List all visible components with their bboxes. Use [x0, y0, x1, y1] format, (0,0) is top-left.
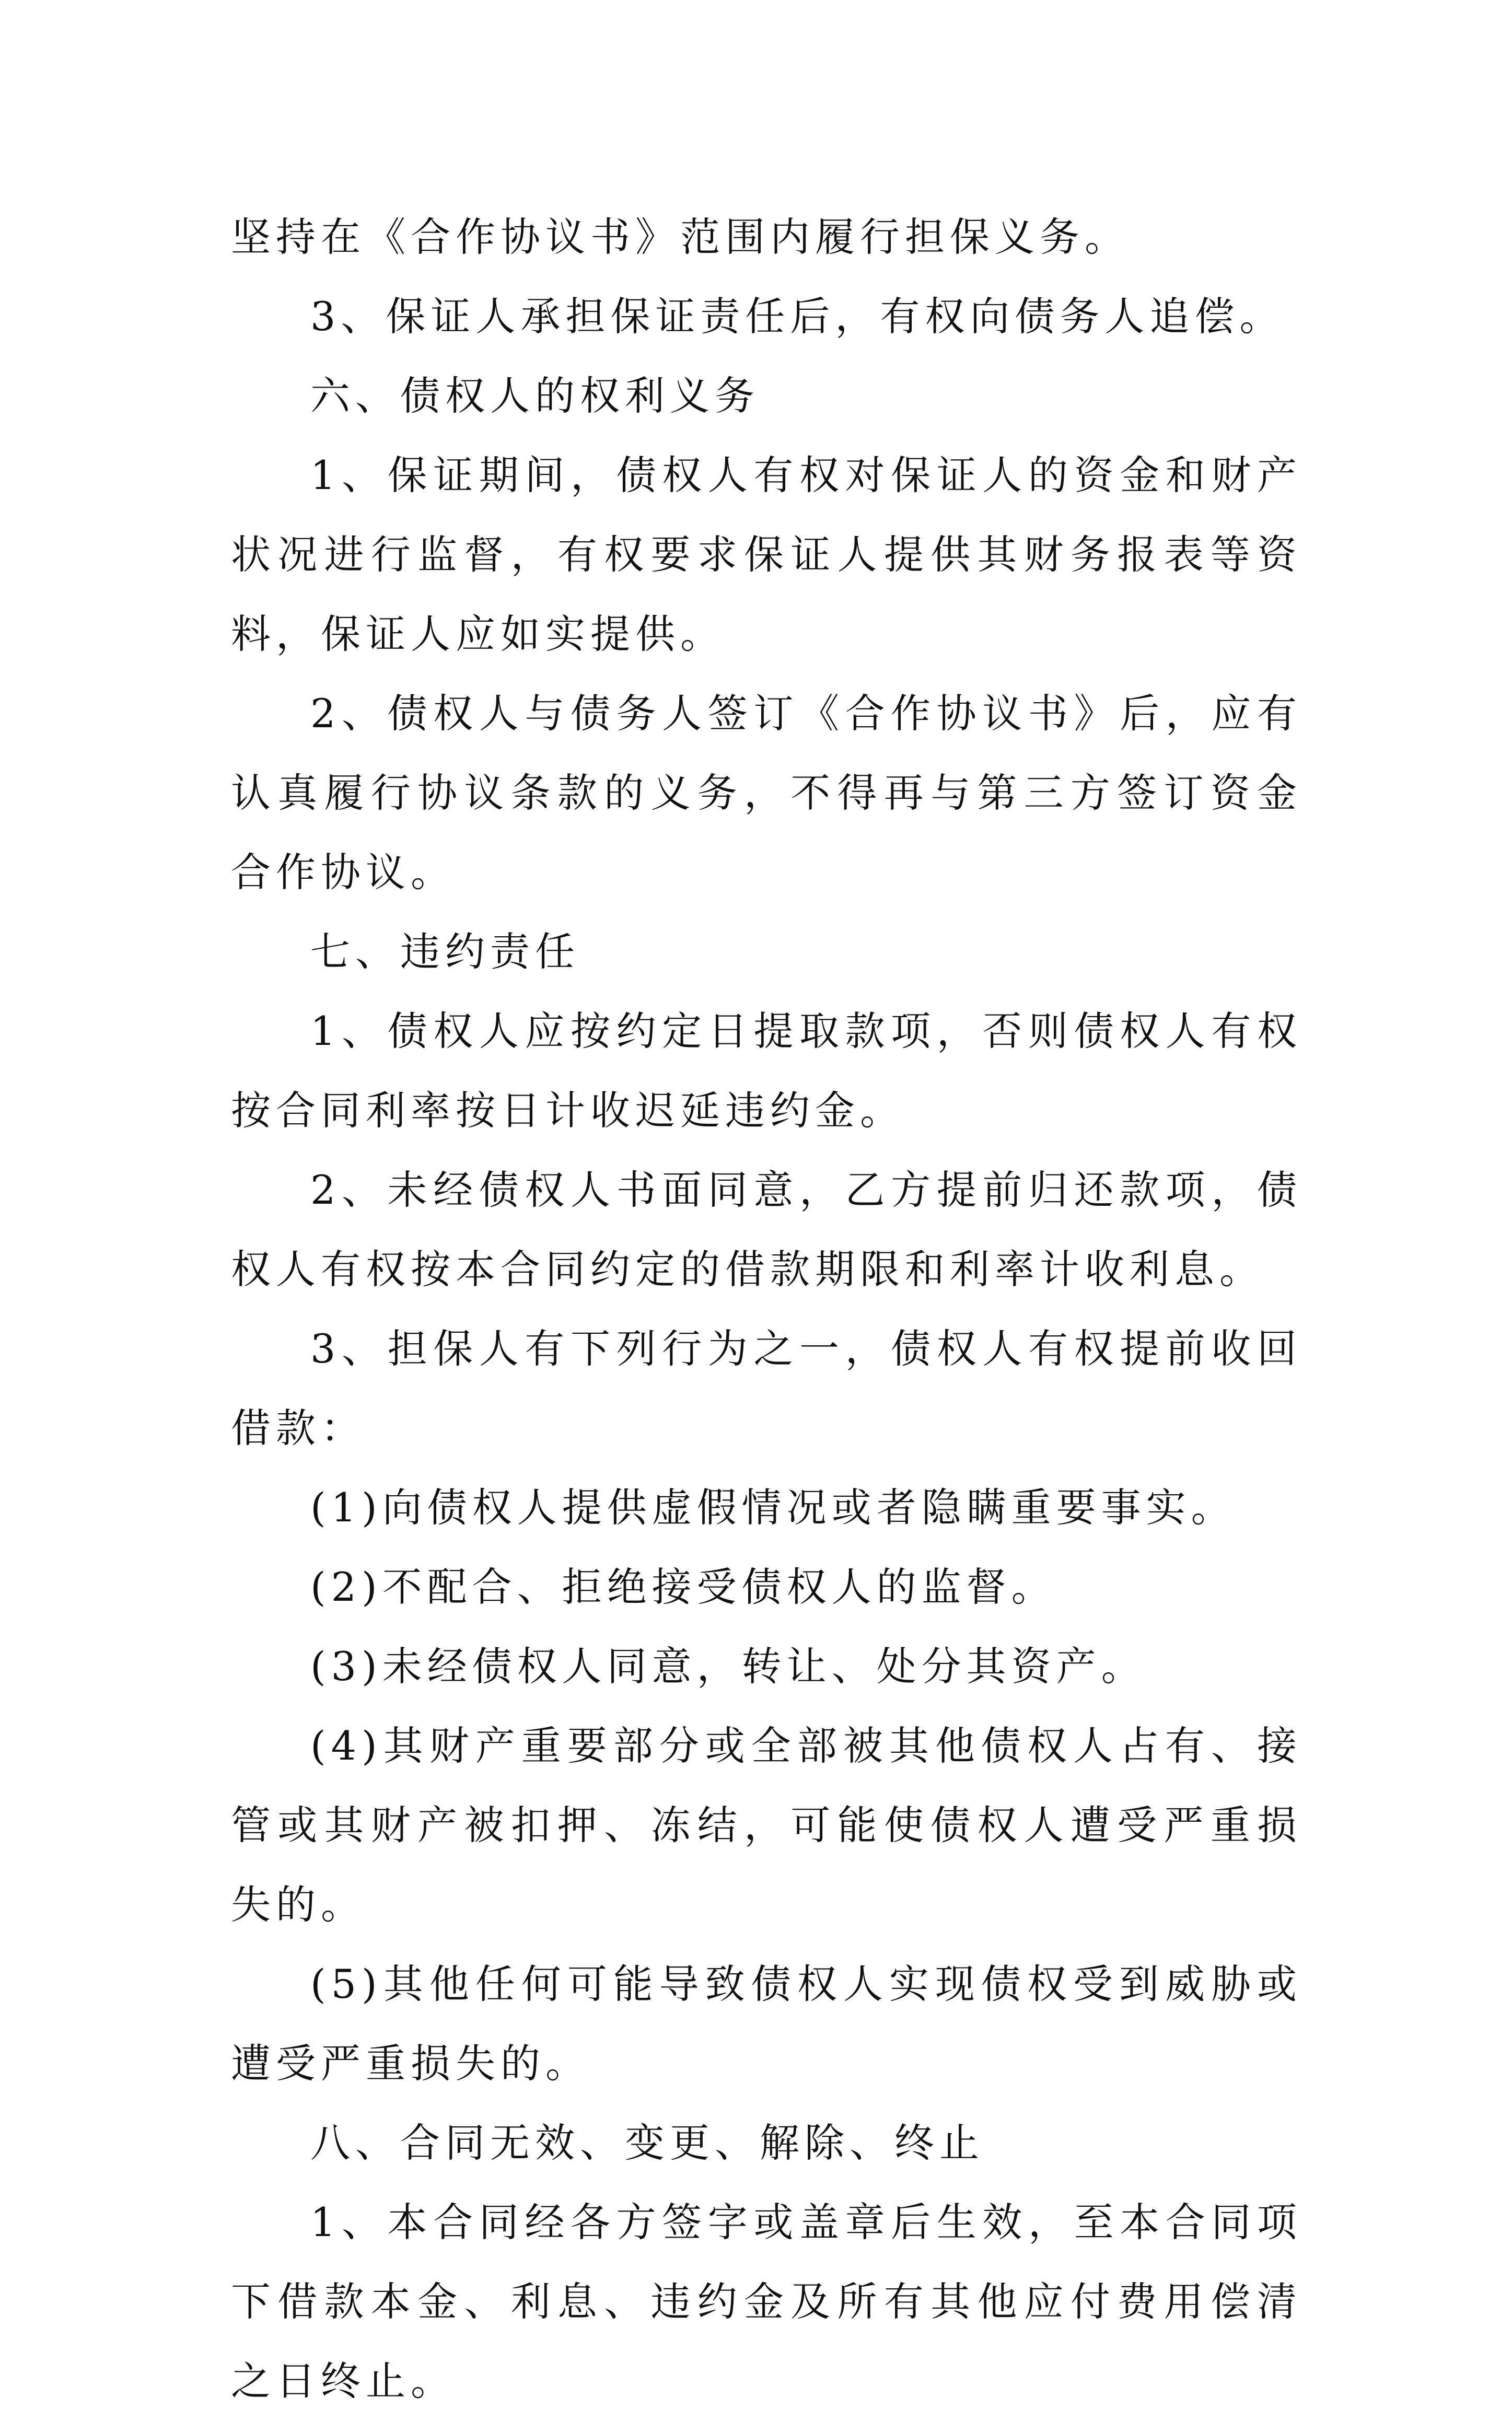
list-item-4: (4)其财产重要部分或全部被其他债权人占有、接管或其财产被扣押、冻结，可能使债权人遭受严重损失的。	[231, 1722, 1302, 1928]
section-heading-breach-liability: 七、违约责任	[310, 928, 580, 975]
document-body	[231, 197, 1302, 2421]
section-heading-contract-termination: 八、合同无效、变更、解除、终止	[310, 2120, 984, 2166]
paragraph-creditor-obligation: 2、债权人与债务人签订《合作协议书》后，应有认真履行协议条款的义务，不得再与第三方签订资金合作协议。	[231, 690, 1302, 895]
paragraph-breach-2: 2、未经债权人书面同意，乙方提前归还款项，债权人有权按本合同约定的借款期限和利率计收利息。	[231, 1167, 1302, 1293]
paragraph-breach-1: 1、债权人应按约定日提取款项，否则债权人有权按合同利率按日计收迟延违约金。	[231, 1008, 1302, 1134]
list-item-2: (2)不配合、拒绝接受债权人的监督。	[310, 1564, 1056, 1610]
paragraph-continuation: 坚持在《合作协议书》范围内履行担保义务。	[231, 214, 1130, 260]
list-item-5: (5)其他任何可能导致债权人实现债权受到威胁或遭受严重损失的。	[231, 1961, 1302, 2087]
paragraph-guarantor-recourse: 3、保证人承担保证责任后，有权向债务人追偿。	[310, 293, 1285, 340]
section-heading-creditor-rights: 六、债权人的权利义务	[310, 373, 760, 419]
list-item-3: (3)未经债权人同意，转让、处分其资产。	[310, 1643, 1146, 1690]
paragraph-contract-effective: 1、本合同经各方签字或盖章后生效，至本合同项下借款本金、利息、违约金及所有其他应付费用偿清之日终止。	[231, 2199, 1302, 2404]
paragraph-creditor-supervision: 1、保证期间，债权人有权对保证人的资金和财产状况进行监督，有权要求保证人提供其财务报表等资料，保证人应如实提供。	[231, 452, 1302, 657]
list-item-1: (1)向债权人提供虚假情况或者隐瞒重要事实。	[310, 1484, 1236, 1531]
paragraph-breach-3: 3、担保人有下列行为之一，债权人有权提前收回借款：	[231, 1325, 1302, 1451]
